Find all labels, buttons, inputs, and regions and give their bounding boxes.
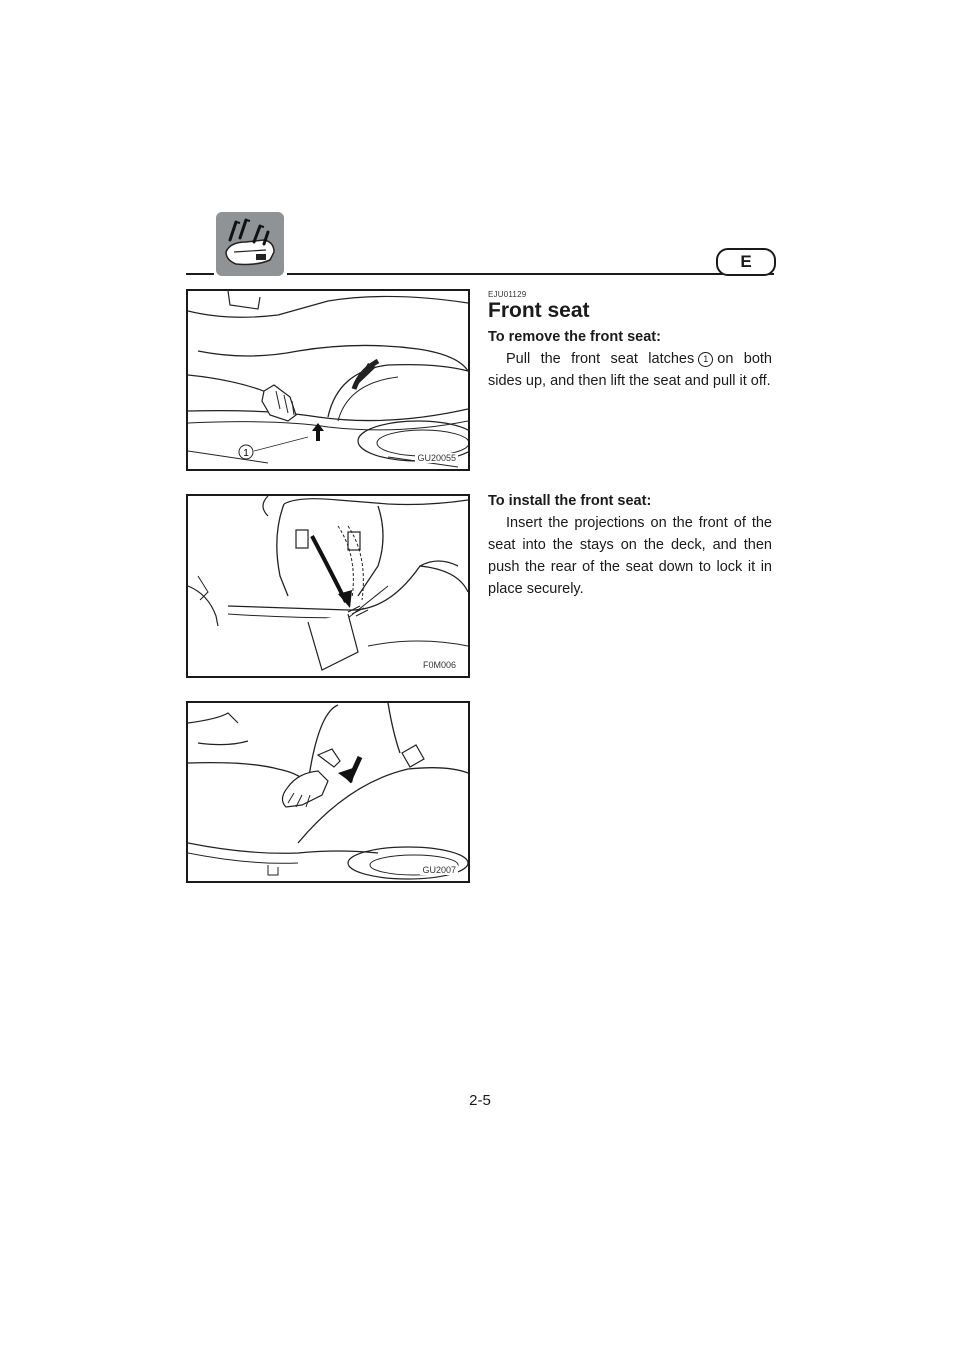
remove-text-before: Pull the front seat latches (506, 351, 695, 367)
header-rule (287, 273, 774, 275)
figure-callout: 1 (243, 448, 249, 459)
figure-lock-seat (186, 701, 470, 883)
seat-lock-illustration (188, 703, 468, 881)
remove-paragraph (488, 348, 772, 392)
install-heading: To install the front seat: (488, 493, 652, 509)
remove-heading: To remove the front seat: (488, 329, 661, 345)
page-number: 2-5 (469, 1092, 491, 1109)
page-title: Front seat (488, 299, 590, 322)
figure-code: GU20055 (417, 453, 456, 463)
language-badge: E (716, 248, 776, 276)
remove-text-after: on both sides up, and then lift the seat and pull it off. (488, 351, 772, 389)
figure-remove-seat (186, 289, 470, 471)
watercraft-maintenance-icon (216, 212, 284, 276)
figure-install-seat (186, 494, 470, 678)
seat-removal-illustration (188, 291, 468, 469)
seat-install-illustration (188, 496, 468, 676)
install-paragraph: Insert the projections on the front of the seat into the stays on the deck, and then push the rear of the seat down to lock it in place securely. (488, 515, 772, 597)
figure-code: GU2007 (422, 865, 456, 875)
header-rule (186, 273, 214, 275)
figure-code: F0M006 (422, 660, 456, 670)
section-code: EJU01129 (488, 290, 527, 299)
callout-marker: 1 (698, 352, 713, 367)
